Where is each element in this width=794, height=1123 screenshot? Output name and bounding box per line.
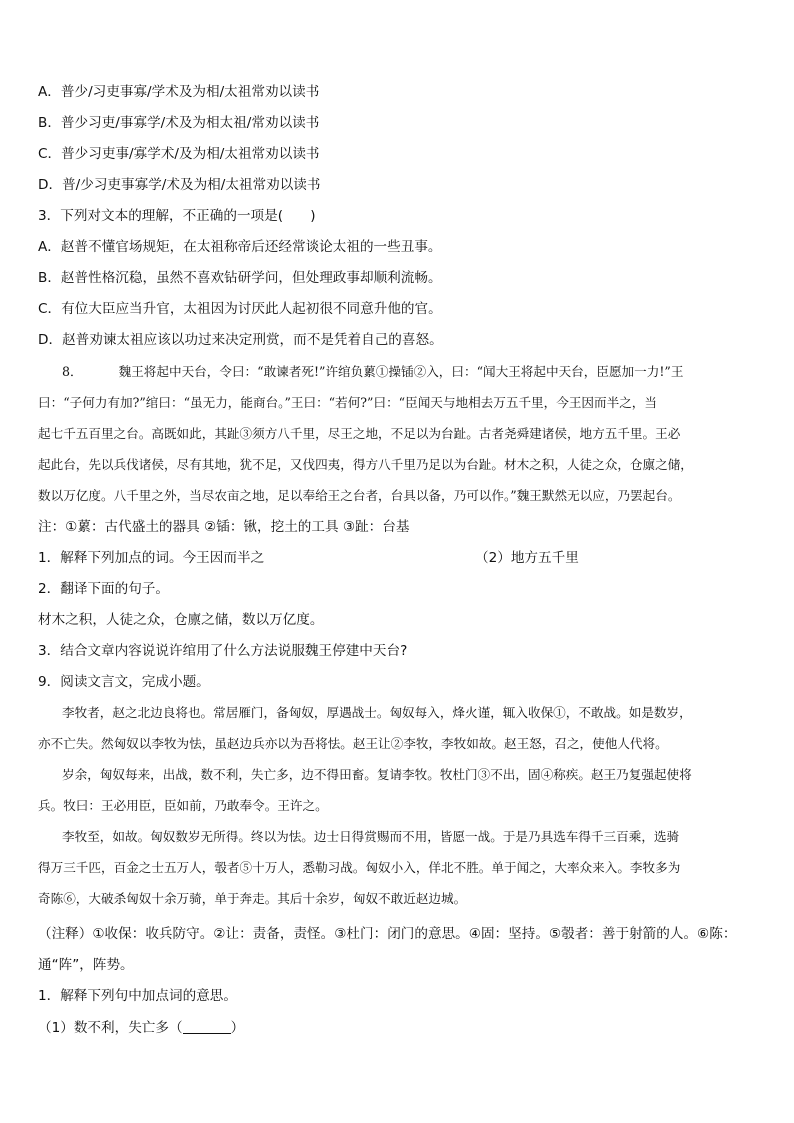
q3-option-d[interactable] — [38, 330, 764, 350]
option-label: B． — [38, 115, 61, 131]
question-number: 8． — [62, 364, 83, 379]
option-label: C． — [38, 146, 62, 162]
q9-sub1: 1．解释下列句中加点词的意思。 — [38, 988, 237, 1004]
q2-option-d[interactable] — [38, 175, 764, 195]
option-label: A． — [38, 84, 61, 100]
option-text: 赵普性格沉稳，虽然不喜欢钻研学问，但处理政事却顺利流畅。 — [60, 270, 442, 286]
q8-passage-line-2: 曰：“子何力有加?”绾曰：“虽无力，能商台。”王曰：“若何?”曰：“臣闻天与地相去万五千里，今王因而半之，当 — [38, 395, 657, 410]
q9-para2-line-2: 兵。牧曰：王必用臣，臣如前，乃敢奉令。王许之。 — [38, 798, 328, 813]
q2-option-c[interactable] — [38, 144, 764, 164]
q9-para1-line-2: 亦不亡失。然匈奴以李牧为怯，虽赵边兵亦以为吾将怯。赵王让②李牧，李牧如故。赵王怒，召之，使他人代将。 — [38, 736, 668, 751]
q3-option-c[interactable] — [38, 299, 764, 319]
option-text: 普少/习吏事寡/学术及为相/太祖常劝以读书 — [60, 84, 320, 100]
q9-title: 9．阅读文言文，完成小题。 — [38, 674, 210, 690]
q8-sub2-text: 材木之积，人徒之众，仓廪之储，数以万亿度。 — [38, 612, 324, 628]
option-label: D． — [38, 177, 63, 193]
q2-option-b[interactable] — [38, 113, 764, 133]
q8-sub2: 2．翻译下面的句子。 — [38, 581, 169, 597]
q8-passage-line-1: 8． 魏王将起中天台，令曰：“敢谏者死!”许绾负蔂①操锸②入，曰：“闻大王将起中天台，臣愿加一力!”王 — [62, 364, 684, 379]
q9-note-line-2: 通“阵”，阵势。 — [38, 957, 134, 973]
q3-option-b[interactable] — [38, 268, 764, 288]
q9-para3-line-3: 奇陈⑥，大破杀匈奴十余万骑，单于奔走。其后十余岁，匈奴不敢近赵边城。 — [38, 891, 467, 906]
option-text: 赵普不懂官场规矩，在太祖称帝后还经常谈论太祖的一些丑事。 — [60, 239, 442, 255]
q9-sub1-item1: （1）数不利，失亡多（ ） — [38, 1020, 245, 1036]
q9-note-line-1: （注释）①收保：收兵防守。②让：责备，责怪。③杜门：闭门的意思。④固：坚持。⑤彀者：善于射箭的人。⑥陈： — [38, 926, 737, 942]
answer-blank[interactable] — [183, 1019, 231, 1034]
q8-note: 注：①蔂：古代盛土的器具 ②锸：锹，挖土的工具 ③趾：台基 — [38, 519, 410, 535]
q9-para3-line-1: 李牧至，如故。匈奴数岁无所得。终以为怯。边士日得赏赐而不用，皆愿一战。于是乃具选车得千三百乘，选骑 — [62, 829, 680, 844]
q8-sub3: 3．结合文章内容说说许绾用了什么方法说服魏王停建中天台? — [38, 643, 408, 659]
option-label: D． — [38, 332, 63, 348]
q9-para3-line-2: 得万三千匹，百金之士五万人，彀者⑤十万人，悉勒习战。匈奴小入，佯北不胜。单于闻之，大率众来入。李牧多为 — [38, 860, 681, 875]
option-label: C． — [38, 301, 62, 317]
option-text: 普少习吏事/寡学术/及为相/太祖常劝以读书 — [61, 146, 320, 162]
q9-para1-line-1: 李牧者，赵之北边良将也。常居雁门，备匈奴，厚遇战士。匈奴每入，烽火谨，辄入收保①，不敢战。如是数岁， — [62, 705, 692, 720]
q8-passage-line-5: 数以万亿度。八千里之外，当尽农亩之地，足以奉给王之台者，台具以备，乃可以作。”魏王默然无以应，乃罢起台。 — [38, 488, 681, 503]
q3-stem: 3．下列对文本的理解，不正确的一项是( ) — [38, 208, 316, 224]
q8-passage-line-3: 起七千五百里之台。高既如此，其趾③须方八千里，尽王之地，不足以为台趾。古者尧舜建诸侯，地方五千里。王必 — [38, 426, 681, 441]
q8-sub1: 1．解释下列加点的词。今王因而半之 （2）地方五千里 — [38, 550, 579, 566]
option-text: 有位大臣应当升官，太祖因为讨厌此人起初很不同意升他的官。 — [61, 301, 442, 317]
option-label: B． — [38, 270, 61, 286]
q2-option-a[interactable] — [38, 82, 764, 102]
option-text: 赵普劝谏太祖应该以功过来决定刑赏，而不是凭着自己的喜怒。 — [62, 332, 443, 348]
q9-para2-line-1: 岁余，匈奴每来，出战，数不利，失亡多，边不得田畜。复请李牧。牧杜门③不出，固④称疾。赵王乃复强起使将 — [62, 767, 692, 782]
option-text: 普少习吏/事寡学/术及为相太祖/常劝以读书 — [60, 115, 320, 131]
q3-option-a[interactable] — [38, 237, 764, 257]
q8-passage-line-4: 起此台，先以兵伐诸侯，尽有其地，犹不足，又伐四夷，得方八千里乃足以为台趾。材木之积，人徒之众，仓廪之储， — [38, 457, 693, 472]
q8-sub1-item2: （2）地方五千里 — [475, 550, 579, 566]
option-label: A． — [38, 239, 61, 255]
option-text: 普/少习吏事寡学/术及为相/太祖常劝以读书 — [62, 177, 321, 193]
